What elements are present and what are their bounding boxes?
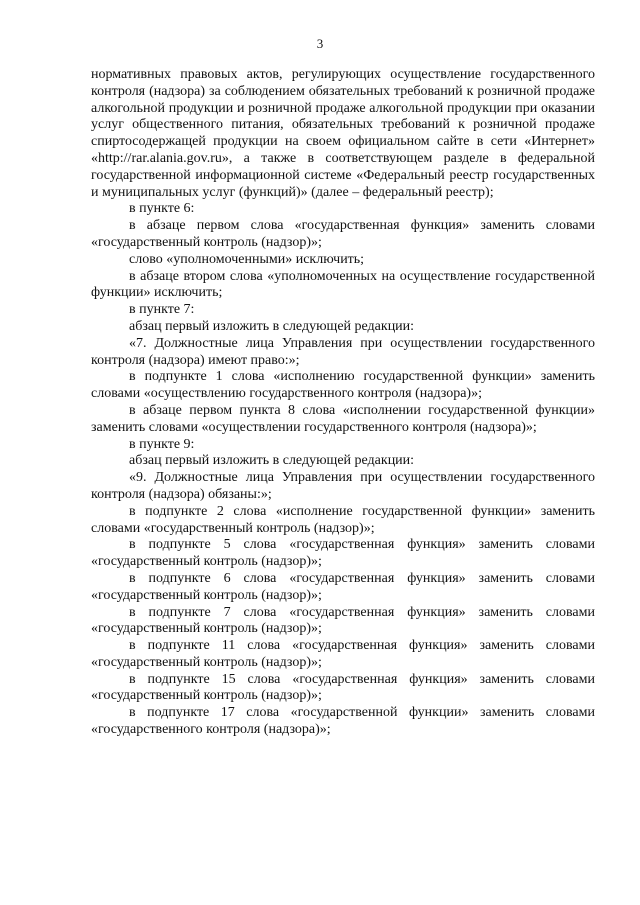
paragraph: в подпункте 15 слова «государственная функция» заменить словами «государственный контроль (надзор)»; [91, 671, 595, 704]
paragraph: в пункте 6: [129, 201, 195, 217]
paragraph: в подпункте 17 слова «государственной функции» заменить словами «государственного контроля (надзора)»; [91, 705, 595, 738]
paragraph: абзац первый изложить в следующей редакции: [129, 453, 415, 469]
page-number: 3 [316, 36, 324, 51]
paragraph: в пункте 7: [129, 302, 195, 318]
paragraph: «9. Должностные лица Управления при осуществлении государственного контроля (надзора) обязаны:»; [91, 470, 595, 502]
paragraph: слово «уполномоченными» исключить; [129, 251, 365, 267]
paragraph: в подпункте 6 слова «государственная функция» заменить словами «государственный контроль (надзор)»; [91, 570, 595, 603]
paragraph: в абзаце втором слова «уполномоченных на осуществление государственной функции» исключить; [91, 268, 595, 301]
paragraph: в подпункте 2 слова «исполнение государственной функции» заменить словами «государственный контроль (надзор)»; [91, 503, 595, 536]
paragraph: абзац первый изложить в следующей редакции: [129, 318, 415, 334]
paragraph: в абзаце первом пункта 8 слова «исполнении государственной функции» заменить словами «осуществлении государственного контроля (надзора)»; [91, 402, 595, 435]
paragraph: в подпункте 11 слова «государственная функция» заменить словами «государственный контроль (надзор)»; [91, 638, 595, 670]
paragraph: в подпункте 7 слова «государственная функция» заменить словами «государственный контроль (надзор)»; [91, 604, 595, 637]
document-body [91, 67, 595, 739]
paragraph: в абзаце первом слова «государственная функция» заменить словами «государственный контроль (надзор)»; [91, 218, 595, 250]
paragraph: «7. Должностные лица Управления при осуществлении государственного контроля (надзора) имеют право:»; [91, 335, 595, 368]
paragraph-continuation: нормативных правовых актов, регулирующих осуществление государственного контроля (надзора) за соблюдением обязательных требований к розничной продаже алкогольной продукции и розничной продаже алкогольной продукции при оказании услуг общественного питания, обязательных требований к розничной продаже спиртосодержащей продукции на своем официальном сайте в сети «Интернет» «http://rar.alania.gov.ru», а также в соответствующем разделе в федеральной государственной информационной системе «Федеральный реестр государственных и муниципальных услуг (функций)» (далее – федеральный реестр); [91, 67, 595, 200]
paragraph: в подпункте 1 слова «исполнению государственной функции» заменить словами «осуществлению государственного контроля (надзора)»; [91, 369, 595, 402]
paragraph: в подпункте 5 слова «государственная функция» заменить словами «государственный контроль (надзор)»; [91, 537, 595, 570]
paragraph: в пункте 9: [129, 436, 195, 452]
